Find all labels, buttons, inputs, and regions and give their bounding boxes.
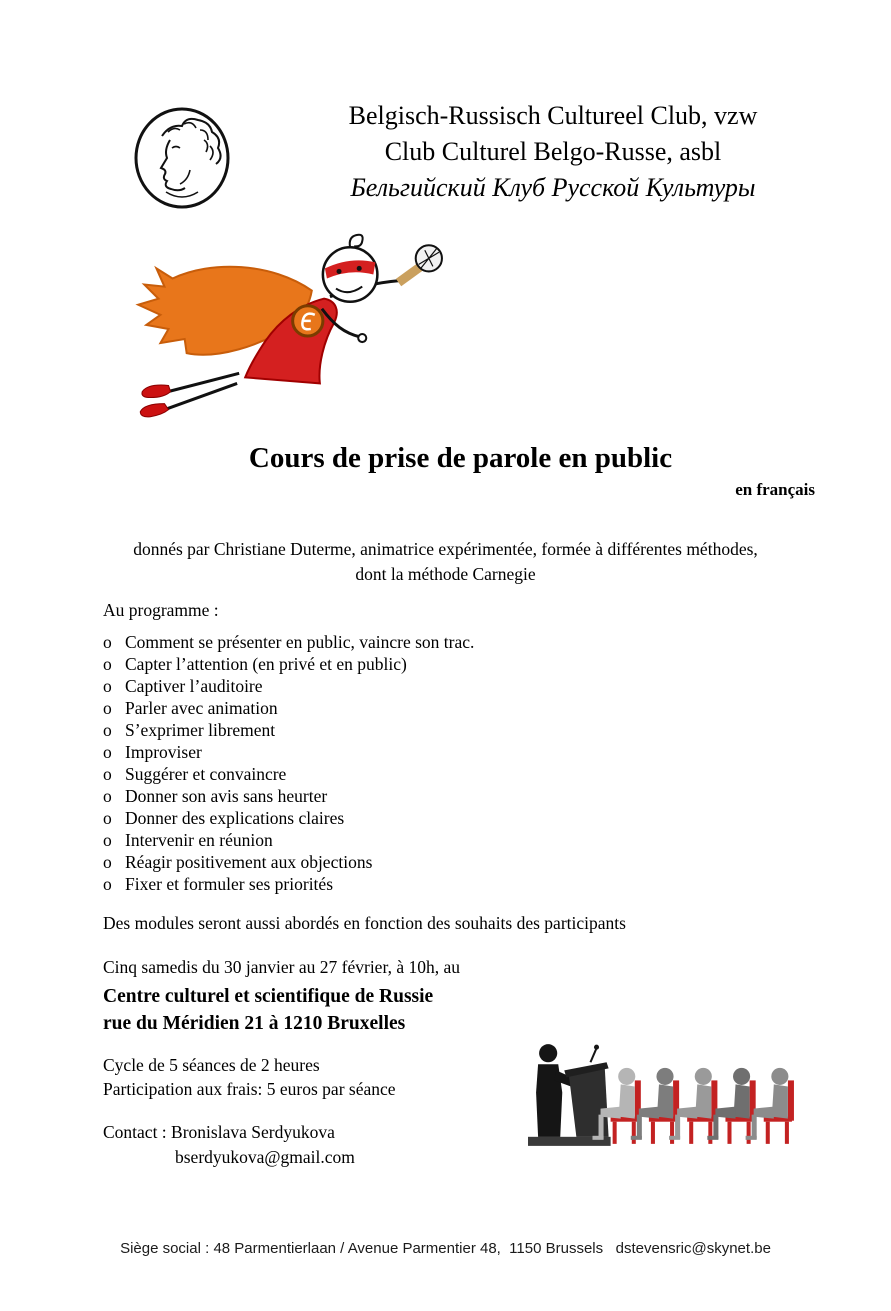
list-item-text: Fixer et formuler ses priorités xyxy=(125,874,334,894)
speaker-audience-icon xyxy=(526,1040,800,1147)
page-title: Cours de prise de parole en public xyxy=(248,442,673,474)
list-item-text: Donner des explications claires xyxy=(125,808,345,828)
list-item xyxy=(103,807,474,829)
list-item xyxy=(103,719,474,741)
program-heading: Au programme : xyxy=(103,600,219,620)
microphone-handle xyxy=(399,266,421,282)
schedule-intro: Cinq samedis du 30 janvier au 27 février, à 10h, au xyxy=(103,957,460,977)
modules-note: Des modules seront aussi abordés en fonction des souhaits des participants xyxy=(103,913,626,933)
list-item-text: Improviser xyxy=(125,742,202,762)
contact-email: bserdyukova@gmail.com xyxy=(175,1147,355,1167)
header xyxy=(268,98,838,206)
list-item xyxy=(103,631,474,653)
list-item xyxy=(103,697,474,719)
list-item xyxy=(103,829,474,851)
list-item xyxy=(103,675,474,697)
venue-address: rue du Méridien 21 à 1210 Bruxelles xyxy=(103,1013,406,1034)
bullet: o xyxy=(103,852,112,872)
bullet: o xyxy=(103,764,112,784)
shoe xyxy=(140,404,168,417)
contact-block xyxy=(103,1120,355,1170)
flying-superhero-icon xyxy=(110,224,448,446)
list-item-text: S’exprimer librement xyxy=(125,720,276,740)
header-line-russian: Бельгийский Клуб Русской Культуры xyxy=(350,173,756,202)
bullet: o xyxy=(103,786,112,806)
header-line-dutch: Belgisch-Russisch Cultureel Club, vzw xyxy=(348,101,758,130)
fee-info: Participation aux frais: 5 euros par séance xyxy=(103,1079,396,1099)
list-item xyxy=(103,763,474,785)
bullet: o xyxy=(103,654,112,674)
list-item xyxy=(103,873,474,895)
shoe xyxy=(142,385,171,398)
speaker-silhouette xyxy=(528,1044,611,1146)
instructor-intro xyxy=(0,537,891,587)
venue xyxy=(103,983,433,1037)
bullet: o xyxy=(103,632,112,652)
course-details xyxy=(103,1053,396,1101)
list-item-text: Parler avec animation xyxy=(125,698,278,718)
bullet: o xyxy=(103,720,112,740)
footer-address: Siège social : 48 Parmentierlaan / Avenue Parmentier 48, 1150 Brussels dstevensric@skynet.be xyxy=(120,1240,771,1257)
list-item-text: Suggérer et convaincre xyxy=(125,764,287,784)
list-item xyxy=(103,741,474,763)
audience-illustration xyxy=(526,1040,800,1147)
cycle-info: Cycle de 5 séances de 2 heures xyxy=(103,1055,320,1075)
list-item-text: Intervenir en réunion xyxy=(125,830,273,850)
contact-name: Contact : Bronislava Serdyukova xyxy=(103,1122,335,1142)
venue-name: Centre culturel et scientifique de Russie xyxy=(103,986,434,1007)
list-item xyxy=(103,785,474,807)
list-item xyxy=(103,653,474,675)
instructor-intro-line1: donnés par Christiane Duterme, animatrice expérimentée, formée à différentes méthodes, xyxy=(133,539,758,559)
bullet: o xyxy=(103,742,112,762)
bullet: o xyxy=(103,808,112,828)
program-list xyxy=(103,631,474,895)
pushkin-portrait-icon xyxy=(131,106,233,210)
list-item-text: Capter l’attention (en privé et en public) xyxy=(125,654,407,674)
language-note: en français xyxy=(735,480,815,499)
bullet: o xyxy=(103,676,112,696)
list-item-text: Réagir positivement aux objections xyxy=(125,852,373,872)
list-item-text: Captiver l’auditoire xyxy=(125,676,263,696)
club-logo-icon xyxy=(131,106,233,210)
bullet: o xyxy=(103,830,112,850)
list-item xyxy=(103,851,474,873)
header-line-french: Club Culturel Belgo-Russe, asbl xyxy=(384,137,722,166)
list-item-text: Donner son avis sans heurter xyxy=(125,786,328,806)
superhero-illustration xyxy=(110,224,448,446)
instructor-intro-line2: dont la méthode Carnegie xyxy=(355,564,536,584)
bullet: o xyxy=(103,874,112,894)
list-item-text: Comment se présenter en public, vaincre son trac. xyxy=(125,632,475,652)
bullet: o xyxy=(103,698,112,718)
